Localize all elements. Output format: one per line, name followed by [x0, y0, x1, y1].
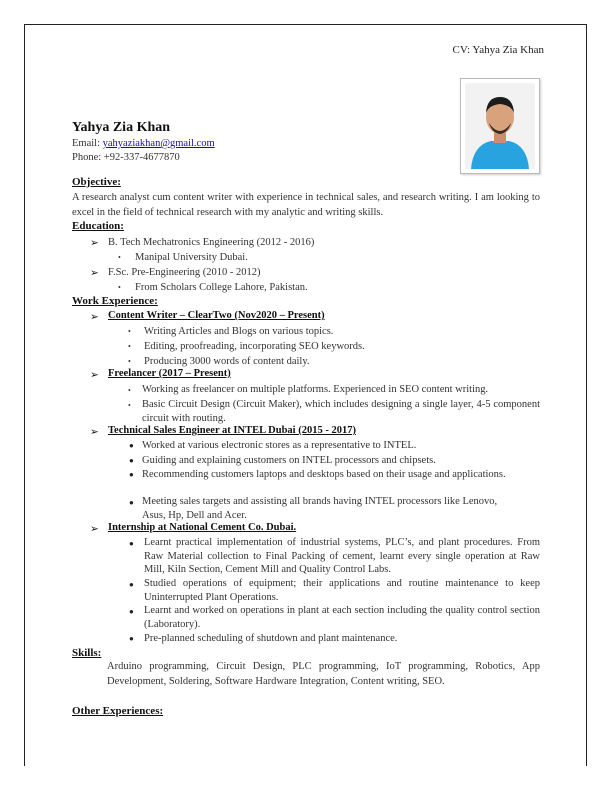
job-point: Editing, proofreading, incorporating SEO keywords.: [144, 341, 365, 352]
job-point: Recommending customers laptops and desktops based on their usage and applications.: [142, 469, 506, 480]
arrow-icon: ➢: [90, 312, 99, 323]
job-title: Content Writer – ClearTwo (Nov2020 – Present): [108, 310, 325, 321]
bullet-icon: •: [118, 283, 121, 292]
job-point: Studied operations of equipment; their applications and routine maintenance to keep Uninterrupted Plant Operations.: [144, 578, 540, 603]
arrow-icon: ➢: [90, 268, 99, 279]
arrow-icon: ➢: [90, 524, 99, 535]
bullet-icon: •: [128, 386, 131, 395]
job-point: Learnt practical implementation of industrial systems, PLC’s, and plant procedures. From Raw Material collection to Final Packing of cement, learnt every single operation at Raw Mill, Kiln Section, Cement Mill and Quality Control Labs.: [144, 537, 540, 575]
profile-photo-image: [461, 79, 539, 173]
job-point: Guiding and explaining customers on INTEL processors and chipsets.: [142, 455, 436, 466]
job-point: Producing 3000 words of content daily.: [144, 356, 310, 367]
bullet-icon: •: [128, 357, 131, 366]
bullet-icon: •: [128, 401, 131, 410]
dot-icon: ●: [129, 441, 134, 450]
job-point: Basic Circuit Design (Circuit Maker), which includes designing a single layer, 4-5 component circuit with routing.: [142, 399, 540, 424]
job-title: Technical Sales Engineer at INTEL Dubai (2015 - 2017): [108, 425, 356, 436]
arrow-icon: ➢: [90, 370, 99, 381]
education-heading: Education:: [72, 220, 124, 232]
email-line: [72, 137, 215, 151]
job-title: Freelancer (2017 – Present): [108, 368, 231, 379]
bullet-icon: •: [128, 327, 131, 336]
dot-icon: ●: [129, 539, 134, 548]
email-label: Email:: [72, 138, 100, 149]
job-point: Pre-planned scheduling of shutdown and plant maintenance.: [144, 633, 398, 644]
candidate-name: Yahya Zia Khan: [72, 120, 171, 135]
cv-header-title: CV: Yahya Zia Khan: [452, 44, 544, 56]
education-school: Manipal University Dubai.: [135, 252, 248, 263]
dot-icon: ●: [129, 456, 134, 465]
arrow-icon: ➢: [90, 427, 99, 438]
job-point: Learnt and worked on operations in plant at each section including the quality control section (Laboratory).: [144, 605, 540, 630]
job-point: Working as freelancer on multiple platforms. Experienced in SEO content writing.: [142, 384, 489, 395]
bullet-icon: •: [128, 342, 131, 351]
objective-heading: Objective:: [72, 176, 121, 188]
dot-icon: ●: [129, 580, 134, 589]
education-degree: F.Sc. Pre-Engineering (2010 - 2012): [108, 267, 261, 278]
dot-icon: ●: [129, 607, 134, 616]
objective-text: A research analyst cum content writer with experience in technical sales, and research writing. I am looking to excel in the field of technical research with my analytic and writing skills.: [72, 192, 540, 218]
arrow-icon: ➢: [90, 238, 99, 249]
job-title: Internship at National Cement Co. Dubai.: [108, 522, 297, 533]
job-point: Meeting sales targets and assisting all brands having INTEL processors like Lenovo, Asus, Hp, Dell and Acer.: [142, 496, 498, 521]
education-school: From Scholars College Lahore, Pakistan.: [135, 282, 308, 293]
skills-heading: Skills:: [72, 647, 102, 659]
job-point: Worked at various electronic stores as a representative to INTEL.: [142, 440, 417, 451]
phone-label: Phone:: [72, 152, 102, 163]
phone-value: +92-337-4677870: [103, 152, 180, 163]
work-heading: Work Experience:: [72, 295, 158, 307]
job-point: Writing Articles and Blogs on various topics.: [144, 326, 334, 337]
dot-icon: ●: [129, 634, 134, 643]
email-link[interactable]: yahyaziakhan@gmail.com: [102, 138, 215, 149]
dot-icon: ●: [129, 498, 134, 507]
phone-line: [72, 151, 180, 165]
other-experiences-heading: Other Experiences:: [72, 705, 164, 717]
education-degree: B. Tech Mechatronics Engineering (2012 - 2016): [108, 237, 315, 248]
bullet-icon: •: [118, 253, 121, 262]
profile-photo: [460, 78, 540, 174]
skills-text: Arduino programming, Circuit Design, PLC programming, IoT programming, Robotics, App Development, Soldering, Software Hardware Integration, Content writing, SEO.: [107, 661, 540, 687]
dot-icon: ●: [129, 470, 134, 479]
